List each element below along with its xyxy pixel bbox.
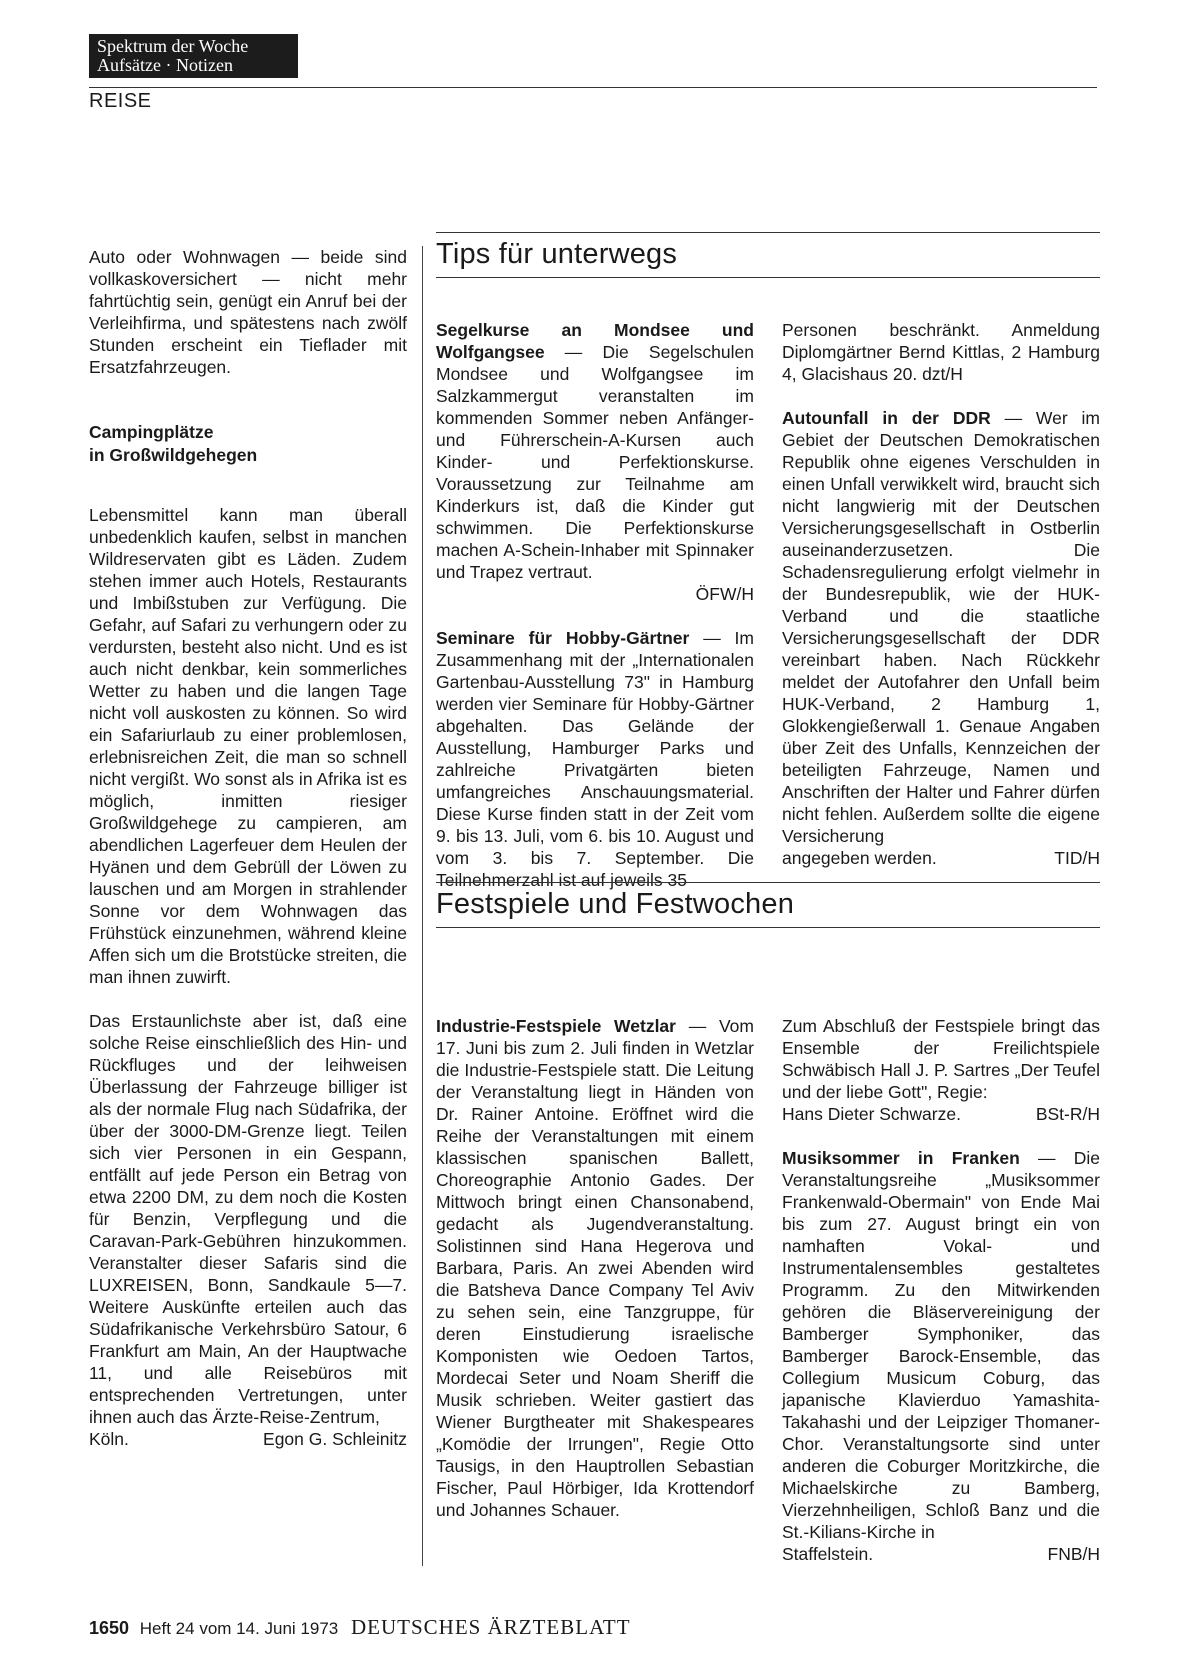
last-line: Staffelstein. [782,1544,874,1564]
last-line: Hans Dieter Schwarze. [782,1104,961,1124]
signature-line [782,1543,1100,1565]
article-column-left [89,246,407,1450]
page-footer [89,1615,631,1640]
section-rule [436,232,1100,233]
item-heading: Autounfall in der DDR [782,408,991,428]
section-title-festivals: Festspiele und Festwochen [436,888,795,920]
signature-line [782,847,1100,869]
section-rule [436,927,1100,928]
header-line-2: Aufsätze · Notizen [97,55,233,75]
header-line-1: Spektrum der Woche [97,36,249,56]
item-text: — Die Veranstaltungsreihe „Musiksommer Frankenwald-Obermain" von Ende Mai bis zum 27. August bringt ein von namhaften Vokal- und Instrumentalensembles gestaltetes Programm. Zu den Mitwirkenden gehören die Bläservereinigung der Bamberger Symphoniker, das Bamberger Barock-Ensemble, das Collegium Musicum Coburg, das japanische Klavierduo Yamashita-Takahashi und der Leipziger Thomaner-Chor. Veranstaltungsorte sind unter anderen die Coburger Moritzkirche, die Michaelskirche zu Bamberg, Vierzehnheiligen, Schloß Banz und die St.-Kilians-Kirche in [782,1148,1100,1542]
last-line: angegeben werden. [782,848,937,868]
last-line: Köln. [89,1429,129,1449]
item-heading: Industrie-Festspiele Wetzlar [436,1016,676,1036]
subheading-line: Campingplätze [89,422,214,442]
signature-line [89,1428,407,1450]
issue-info: Heft 24 vom 14. Juni 1973 [139,1619,339,1638]
signature: BSt-R/H [1035,1104,1100,1124]
journal-name: DEUTSCHES ÄRZTEBLATT [350,1615,631,1639]
paragraph [436,627,754,891]
item-heading: Segelkurse an Mondsee und Wolfgangsee [436,320,754,362]
item-text: — Wer im Gebiet der Deutschen Demokratischen Republik ohne eigenes Verschulden in einen Unfall verwikkelt wird, braucht sich nicht langwierig mit der Deutschen Versicherungsgesellschaft in Ostberlin auseinanderzusetzen. Die Schadensregulierung erfolgt vielmehr in der Bundesrepublik, wie der HUK-Verband und die staatliche Versicherungsgesellschaft der DDR vereinbart haben. Nach Rückkehr meldet der Autofahrer den Unfall beim HUK-Verband, 2 Hamburg 1, Glokkengießerwall 1. Genaue Angaben über Zeit des Unfalls, Kennzeichen der beteiligten Fahrzeuge, Namen und Anschriften der Halter und Fahrer dürfen nicht fehlen. Außerdem sollte die eigene Versicherung [782,408,1100,846]
signature: FNB/H [1047,1544,1100,1564]
top-rule [89,87,1097,88]
item-heading: Musiksommer in Franken [782,1148,1020,1168]
page-number: 1650 [89,1618,130,1638]
author: Egon G. Schleinitz [263,1429,407,1449]
paragraph: Personen beschränkt. Anmeldung Diplomgärtner Bernd Kittlas, 2 Hamburg 4, Glacishaus 20. dzt/H [782,320,1100,384]
paragraph: Zum Abschluß der Festspiele bringt das Ensemble der Freilichtspiele Schwäbisch Hall J. P. Sartres „Der Teufel und der liebe Gott", Regie: [782,1016,1100,1102]
section-rule [436,277,1100,278]
section-rule [436,882,1100,883]
column-divider [422,246,423,1566]
item-text: — Vom 17. Juni bis zum 2. Juli finden in Wetzlar die Industrie-Festspiele statt. Die Leitung der Veranstaltung liegt in Händen von Dr. Rainer Antoine. Eröffnet wird die Reihe der Veranstaltungen mit einem klassischen spanischen Ballett, Choreographie Antonio Gades. Der Mittwoch bringt einen Chansonabend, gedacht als Jugendveranstaltung. Solistinnen sind Hana Hegerova und Barbara, Paris. An zwei Abenden wird die Batsheva Dance Company Tel Aviv zu sehen sein, eine Tanzgruppe, für deren Einstudierung israelische Komponisten wie Oedoen Tartos, Mordecai Seter und Noam Sheriff die Musik schrieben. Weiter gastiert das Wiener Burgtheater mit Shakespeares „Komödie der Irrungen", Regie Otto Tausigs, in den Hauptrollen Sebastian Fischer, Paul Hörbiger, Ida Krottendorf und Johannes Schauer. [436,1016,754,1520]
paragraph [436,1015,754,1521]
paragraph [782,1147,1100,1543]
item-heading: Seminare für Hobby-Gärtner [436,628,690,648]
signature-line [782,1103,1100,1125]
tips-column-middle [436,319,754,891]
item-text: — Im Zusammenhang mit der „Internationalen Gartenbau-Ausstellung 73" in Hamburg werden vier Seminare für Hobby-Gärtner abgehalten. Das Gelände der Ausstellung, Hamburger Parks und zahlreiche Privatgärten bieten umfangreiches Anschauungsmaterial. Diese Kurse finden statt in der Zeit vom 9. bis 13. Juli, vom 6. bis 10. August und vom 3. bis 7. September. Die Teilnehmerzahl ist auf jeweils 35 [436,628,754,890]
tips-column-right [782,319,1100,869]
section-label: REISE [89,90,152,112]
paragraph: Das Erstaunlichste aber ist, daß eine solche Reise einschließlich des Hin- und Rückfluges und der leihweisen Überlassung der Fahrzeuge billiger ist als der normale Flug nach Südafrika, der über der 3000-DM-Grenze liegt. Teilen sich vier Personen in ein Gespann, entfällt auf jede Person ein Betrag von etwa 2200 DM, zu dem noch die Kosten für Benzin, Verpflegung und die Caravan-Park-Gebühren hinzukommen. Veranstalter dieser Safaris sind die LUXREISEN, Bonn, Sandkaule 5—7. Weitere Auskünfte erteilen auch das Südafrikanische Verkehrsbüro Satour, 6 Frankfurt am Main, An der Hauptwache 11, und alle Reisebüros mit entsprechenden Vertretungen, unter ihnen auch das Ärzte-Reise-Zentrum, [89,1011,407,1427]
section-header-box [89,34,298,78]
paragraph: Lebensmittel kann man überall unbedenklich kaufen, selbst in manchen Wildreservaten gibt es Läden. Zudem stehen immer auch Hotels, Restaurants und Imbißstuben zur Verfügung. Die Gefahr, auf Safari zu verhungern oder zu verdursten, besteht also nicht. Und es ist auch nicht denkbar, kein sommerliches Wetter zu haben und die langen Tage nicht voll auskosten zu können. So wird ein Safariurlaub zu einer problemlosen, erlebnisreichen Zeit, die man so schnell nicht vergißt. Wo sonst als in Afrika ist es möglich, inmitten riesiger Großwildgehege zu campieren, am abendlichen Lagerfeuer dem Heulen der Hyänen und dem Gebrüll der Löwen zu lauschen und am Morgen in strahlender Sonne vor dem Wohnwagen das Frühstück einzunehmen, während kleine Affen sich um die Brotstücke streiten, die man ihnen zuwirft. [89,505,407,987]
subheading-line: in Großwildgehegen [89,445,258,465]
signature: ÖFW/H [695,584,754,604]
signature: TID/H [1054,848,1100,868]
item-text: — Die Segelschulen Mondsee und Wolfgangsee im Salzkammergut veranstalten im kommenden Sommer neben Anfänger- und Führerschein-A-Kursen auch Kinder- und Perfektionskurse. Voraussetzung zur Teilnahme am Kinderkurs ist, daß die Kinder gut schwimmen. Die Perfektionskurse machen A-Schein-Inhaber mit Spinnaker und Trapez vertraut. [436,342,754,582]
paragraph [436,319,754,583]
subheading [89,421,407,467]
festivals-column-right [782,1015,1100,1565]
paragraph: Auto oder Wohnwagen — beide sind vollkaskoversichert — nicht mehr fahrtüchtig sein, genügt ein Anruf bei der Verleihfirma, und spätestens nach zwölf Stunden erscheint ein Tieflader mit Ersatzfahrzeugen. [89,247,407,377]
festivals-column-middle [436,1015,754,1521]
section-title-tips: Tips für unterwegs [436,238,678,270]
paragraph [782,407,1100,847]
